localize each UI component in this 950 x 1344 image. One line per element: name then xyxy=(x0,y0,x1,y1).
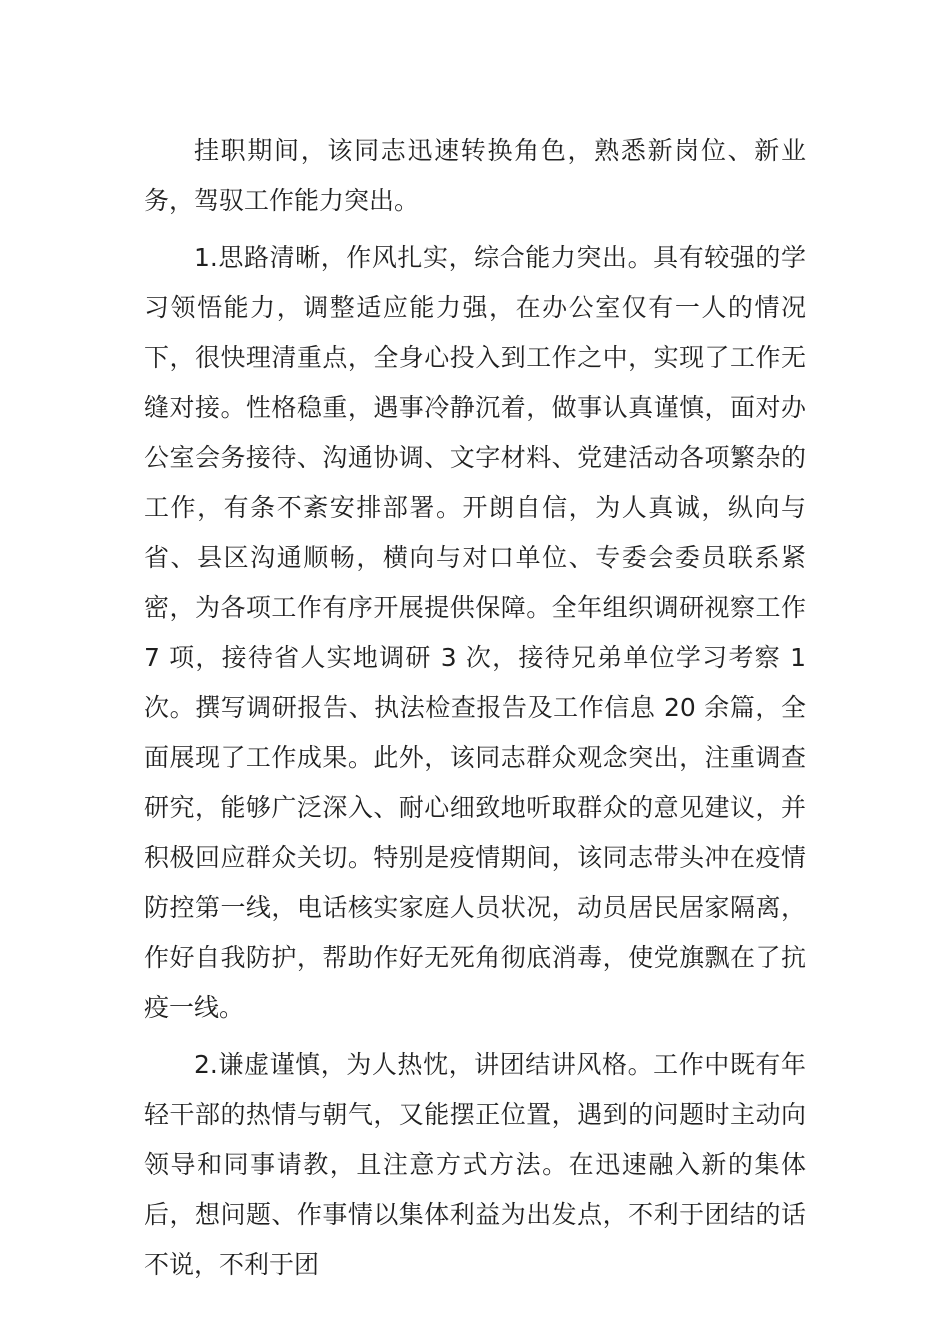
document-body xyxy=(144,126,806,1297)
paragraph-item-1: 1.思路清晰，作风扎实，综合能力突出。具有较强的学习领悟能力，调整适应能力强，在办公室仅有一人的情况下，很快理清重点，全身心投入到工作之中，实现了工作无缝对接。性格稳重，遇事冷静沉着，做事认真谨慎，面对办公室会务接待、沟通协调、文字材料、党建活动各项繁杂的工作，有条不紊安排部署。开朗自信，为人真诚，纵向与省、县区沟通顺畅，横向与对口单位、专委会委员联系紧密，为各项工作有序开展提供保障。全年组织调研视察工作 7 项，接待省人实地调研 3 次，接待兄弟单位学习考察 1 次。撰写调研报告、执法检查报告及工作信息 20 余篇，全面展现了工作成果。此外，该同志群众观念突出，注重调查研究，能够广泛深入、耐心细致地听取群众的意见建议，并积极回应群众关切。特别是疫情期间，该同志带头冲在疫情防控第一线，电话核实家庭人员状况，动员居民居家隔离，作好自我防护，帮助作好无死角彻底消毒，使党旗飘在了抗疫一线。 xyxy=(144,243,806,1022)
paragraph-intro: 挂职期间，该同志迅速转换角色，熟悉新岗位、新业务，驾驭工作能力突出。 xyxy=(144,136,806,215)
paragraph-item-2: 2.谦虚谨慎，为人热忱，讲团结讲风格。工作中既有年轻干部的热情与朝气，又能摆正位置，遇到的问题时主动向领导和同事请教，且注意方式方法。在迅速融入新的集体后，想问题、作事情以集体利益为出发点，不利于团结的话不说，不利于团 xyxy=(144,1050,806,1279)
